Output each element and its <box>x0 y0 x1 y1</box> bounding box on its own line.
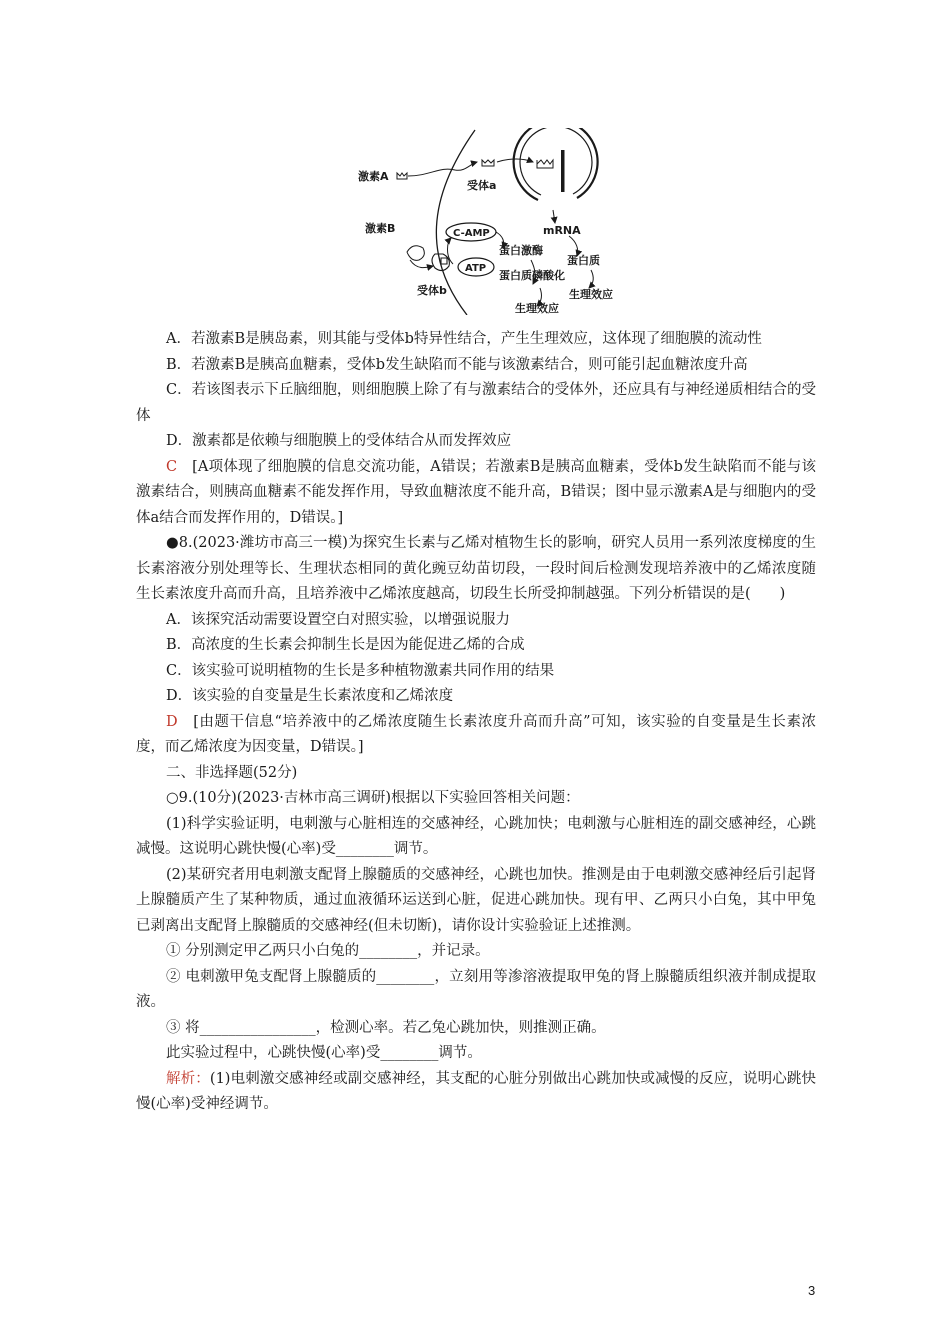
q9-step3: ③ 将________________，检测心率。若乙兔心跳加快，则推测正确。 <box>166 1019 606 1036</box>
label-hormone-b: 激素B <box>365 222 396 235</box>
q7-explanation: [A项体现了细胞膜的信息交流功能，A错误；若激素B是胰高血糖素，受体b发生缺陷而不能与该激素结合，则胰高血糖素不能发挥作用，导致血糖浓度不能升高，B错误；图中显示激素A是与细胞内的受体a结合而发挥作用的，D错误。] <box>136 458 816 526</box>
q7-option-c: C．若该图表示下丘脑细胞，则细胞膜上除了有与激素结合的受体外，还应具有与神经递质相结合的受体 <box>136 382 816 424</box>
q9-step1: ① 分别测定甲乙两只小白兔的________，并记录。 <box>166 943 490 959</box>
q9-step2: ② 电刺激甲兔支配肾上腺髓质的________，立刻用等渗溶液提取甲兔的肾上腺髓质组织液并制成提取液。 <box>136 968 816 1010</box>
hormone-a-shape <box>397 173 407 179</box>
dna-bar <box>561 150 565 192</box>
q7-answer: C <box>166 458 178 475</box>
q9-summary: 此实验过程中，心跳快慢(心率)受________调节。 <box>166 1045 482 1061</box>
q8-option-b: B．高浓度的生长素会抑制生长是因为能促进乙烯的合成 <box>166 637 525 653</box>
label-effect-right: 生理效应 <box>569 288 613 301</box>
q9-part2: (2)某研究者用电刺激支配肾上腺髓质的交感神经，心跳也加快。推测是由于电刺激交感神经后引起肾上腺髓质产生了某种物质，通过血液循环运送到心脏，促进心跳加快。现有甲、乙两只小白兔，其中甲兔已剥离出支配肾上腺髓质的交感神经(但未切断)，请你设计实验验证上述推测。 <box>136 866 816 934</box>
hormone-receptor-diagram <box>355 128 630 315</box>
q8-answer: D <box>166 713 178 730</box>
q8-answer-block <box>136 710 816 761</box>
analysis-label: 解析： <box>166 1070 210 1087</box>
label-protein-kinase: 蛋白激酶 <box>499 244 543 257</box>
q9-stem: ○9.(10分)(2023·吉林市高三调研)根据以下实验回答相关问题： <box>166 790 580 806</box>
label-effect-bottom: 生理效应 <box>515 302 559 315</box>
receptor-a-shape <box>482 160 494 166</box>
section-heading: 二、非选择题(52分) <box>166 764 298 781</box>
q8-option-d: D．该实验的自变量是生长素浓度和乙烯浓度 <box>166 688 454 704</box>
page-number: 3 <box>808 1283 816 1298</box>
q8-option-a: A．该探究活动需要设置空白对照实验，以增强说服力 <box>166 611 510 628</box>
diagram-svg <box>355 128 630 315</box>
label-phosphorylation: 蛋白质磷酸化 <box>499 269 565 282</box>
q7-answer-block <box>136 455 816 532</box>
q7-option-b: B．若激素B是胰高血糖素，受体b发生缺陷而不能与该激素结合，则可能引起血糖浓度升高 <box>166 356 748 373</box>
q9-part1: (1)科学实验证明，电刺激与心脏相连的交感神经，心跳加快；电刺激与心脏相连的副交感神经，心跳减慢。这说明心跳快慢(心率)受________调节。 <box>136 815 816 857</box>
nuclear-envelope-outer <box>514 128 598 200</box>
analysis-text: (1)电刺激交感神经或副交感神经，其支配的心脏分别做出心跳加快或减慢的反应，说明心跳快慢(心率)受神经调节。 <box>136 1070 816 1112</box>
label-mrna: mRNA <box>543 224 581 237</box>
text-content <box>136 327 816 1118</box>
receptor-a-nuclear-shape <box>537 160 553 168</box>
label-hormone-a: 激素A <box>358 170 389 183</box>
q9-analysis-block <box>136 1067 816 1118</box>
q8-option-c: C．该实验可说明植物的生长是多种植物激素共同作用的结果 <box>166 662 555 679</box>
label-atp: ATP <box>465 263 487 274</box>
receptor-b-shape <box>432 254 449 271</box>
label-protein: 蛋白质 <box>567 254 600 267</box>
hormone-b-shape <box>407 246 424 261</box>
q8-stem: ●8.(2023·潍坊市高三一模)为探究生长素与乙烯对植物生长的影响，研究人员用一系列浓度梯度的生长素溶液分别处理等长、生理状态相同的黄化豌豆幼苗切段，一段时间后检测发现培养液中的乙烯浓度随生长素浓度升高而升高，且培养液中乙烯浓度越高，切段生长所受抑制越强。下列分析错误的是( ) <box>136 535 816 602</box>
label-receptor-b: 受体b <box>417 284 447 297</box>
q8-explanation: [由题干信息“培养液中的乙烯浓度随生长素浓度升高而升高”可知，该实验的自变量是生长素浓度，而乙烯浓度为因变量，D错误。] <box>136 713 816 755</box>
label-camp: C-AMP <box>453 228 490 239</box>
q7-option-a: A．若激素B是胰岛素，则其能与受体b特异性结合，产生生理效应，这体现了细胞膜的流动性 <box>166 331 762 347</box>
label-receptor-a: 受体a <box>467 179 497 192</box>
q7-option-d: D．激素都是依赖与细胞膜上的受体结合从而发挥效应 <box>166 433 512 449</box>
